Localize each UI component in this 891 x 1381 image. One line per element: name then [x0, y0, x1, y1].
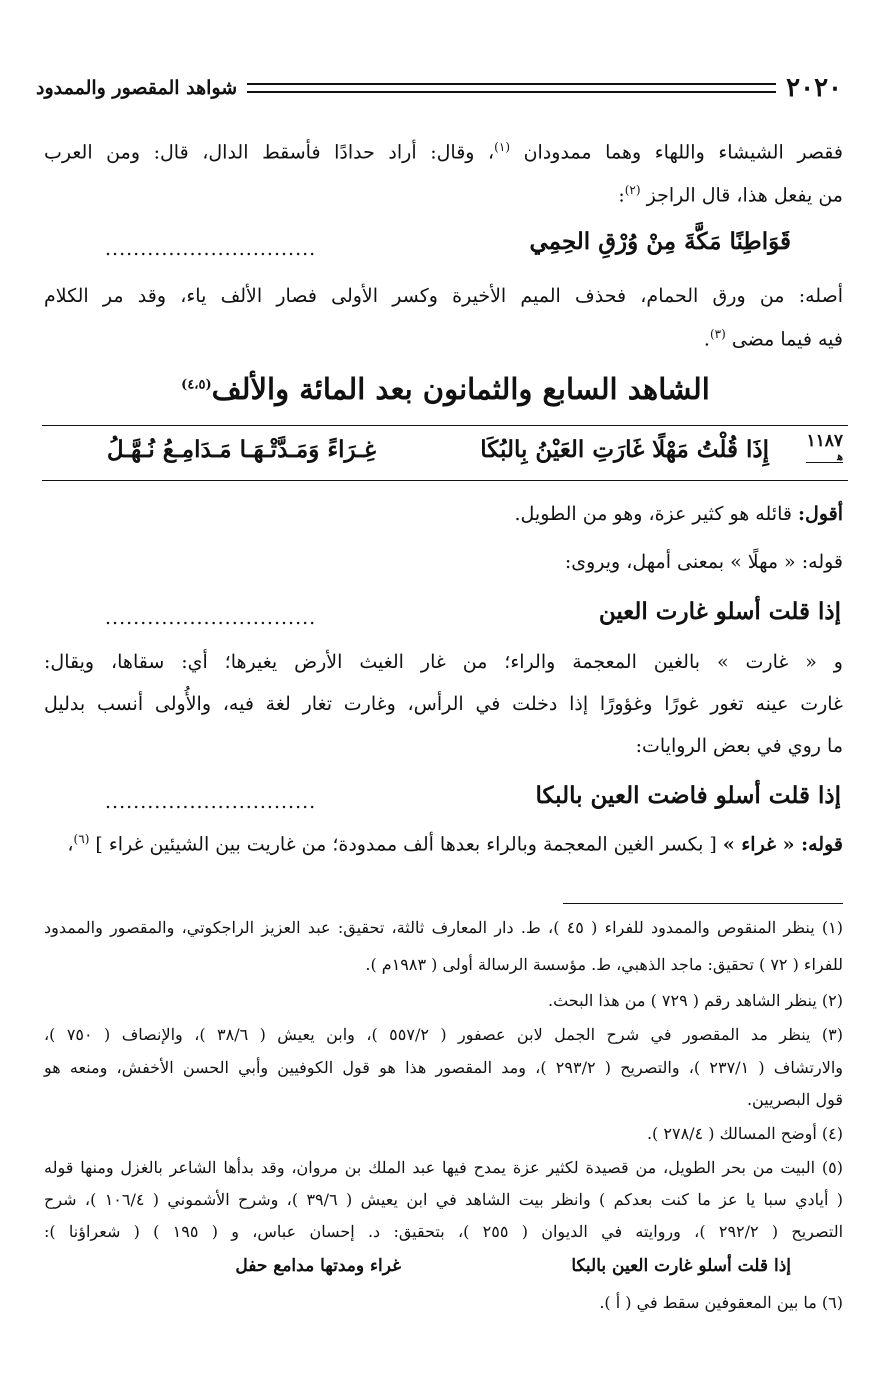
footnote-4: (٤) أوضح المسالك ( ٢٧٨/٤ ).	[646, 1124, 843, 1143]
text: من يفعل هذا، قال الراجز	[646, 184, 843, 207]
footnote-ref-4-5: (٤،٥)	[181, 377, 212, 393]
footnote-ref-2: (٢)	[624, 183, 641, 197]
footnote-5-line-2: ( أيادي سبا يا عز ما كنت بعدكم ) وانظر بيت الشاهد في ابن يعيش ( ٣٩/٦ )، وشرح الأشموني ( ١٠٦/٤ )، شرح	[44, 1190, 844, 1209]
footnote-5-line-1: (٥) البيت من بحر الطويل، من قصيدة لكثير عزة يمدح فيها عبد الملك بن مروان، وقد بدأها الشاعر بالغزل ومنها قوله	[44, 1158, 843, 1177]
paragraph-6	[67, 832, 843, 856]
alt-verse-2-ellipsis: ..............................	[105, 791, 317, 813]
text: فقصر الشيشاء واللهاء وهما ممدودان	[523, 141, 843, 164]
verse-first-hemistich: إِذَا قُلْتُ مَهْلًا غَارَتِ العَيْنُ بِالبُكَا	[480, 436, 769, 463]
paragraph-2-line-1: أصله: من ورق الحمام، فحذف الميم الأخيرة وكسر الأولى فصار الألف ياء، وقد مر الكلام	[44, 285, 843, 307]
footnote-5-line-3: التصريح ( ٢٩٢/٢ )، وروايته في الديوان ( ٢٥٥ )، بتحقيق: د. إحسان عباس، و ( ١٩٥ ) ( شعراؤنا ):	[44, 1222, 844, 1241]
alt-verse-1-ellipsis: ..............................	[105, 607, 317, 629]
footnote-1-line-1: (١) ينظر المنقوص والممدود للفراء ( ٤٥ )، ط. دار المعارف ثالثة، تحقيق: عبد العزيز الراجكوتي، والمقصور والممدود	[44, 918, 843, 937]
text: .	[703, 328, 710, 351]
footnote-2: (٢) ينظر الشاهد رقم ( ٧٢٩ ) من هذا البحث.	[548, 991, 843, 1010]
footnote-1-line-2: للفراء ( ٧٢ ) تحقيق: ماجد الذهبي، ط. مؤسسة الرسالة أولى ( ١٩٨٣م ).	[365, 955, 843, 974]
footnote-5-verse-second: غراء ومدتها مدامع حفل	[235, 1256, 401, 1276]
footnote-ref-3: (٣)	[709, 327, 726, 341]
text: [ بكسر الغين المعجمة وبالراء بعدها ألف ممدودة؛ من غاريت بين الشيئين غراء ]	[95, 833, 717, 856]
paragraph-2-line-2	[704, 327, 843, 351]
alt-verse-1: إذا قلت أسلو غارت العين	[598, 598, 841, 625]
paragraph-5-line-3: ما روي في بعض الروايات:	[635, 735, 843, 757]
paragraph-5-line-1: و « غارت » بالغين المعجمة والراء؛ من غار الغيث الأرض يغيرها؛ أي: سقاها، ويقال:	[44, 651, 843, 673]
verse-bottom-rule	[42, 480, 848, 481]
footnote-3-line-3: قول البصريين.	[746, 1090, 843, 1109]
footnote-ref-6: (٦)	[73, 832, 90, 846]
verse-top-rule	[42, 425, 848, 426]
footnote-3-line-2: والارتشاف ( ٢٣٧/١ )، والتصريح ( ٢٩٣/٢ )، ومد المقصور هذا هو قول الكوفيين وأبي الحسن الأخفش، ومنعه هو	[44, 1058, 844, 1077]
ghiraa-label: قوله: « غراء »	[722, 833, 843, 856]
header-double-rule	[247, 83, 776, 93]
footnote-ref-1: (١)	[494, 140, 510, 154]
alt-verse-2: إذا قلت أسلو فاضت العين بالبكا	[535, 782, 841, 809]
verse-number-text: ١١٨٧	[806, 431, 843, 451]
text: قائله هو كثير عزة، وهو من الطويل.	[514, 503, 792, 525]
footnote-3-line-1: (٣) ينظر مد المقصور في شرح الجمل لابن عصفور ( ٥٥٧/٢ )، وابن يعيش ( ٣٨/٦ )، والإنصاف ( ٧٥٠ )،	[44, 1025, 844, 1044]
text: :	[618, 184, 625, 207]
page-number: ٢٠٢٠	[786, 73, 842, 103]
verse-second-hemistich: غِـرَاءً وَمَـدَّتْـهَـا مَـدَامِـعُ نُـهَّـلُ	[106, 436, 376, 463]
rajaz-verse: قَوَاطِنًا مَكَّةَ مِنْ وُرْقِ الحِمِي	[529, 228, 791, 255]
text: ،	[67, 833, 74, 856]
footnote-5-verse-first: إذا قلت أسلو غارت العين بالبكا	[571, 1256, 791, 1276]
text: فيه فيما مضى	[731, 328, 843, 351]
verse-number	[806, 432, 843, 463]
paragraph-1-line-1	[44, 140, 843, 164]
paragraph-1-line-2	[618, 183, 843, 207]
running-title: شواهد المقصور والممدود	[36, 77, 238, 99]
aqulu-label: أقول:	[798, 503, 843, 525]
paragraph-5-line-2: غارت عينه تغور غورًا وغؤورًا إذا دخلت في الرأس، وغارت تغار لغة فيه، والأُولى أنسب بدليل	[44, 693, 843, 715]
footnote-6: (٦) ما بين المعقوفين سقط في ( أ ).	[599, 1293, 843, 1312]
paragraph-4: قوله: « مهلًا » بمعنى أمهل، ويروى:	[564, 551, 843, 573]
section-title	[0, 372, 891, 406]
verse-ellipsis: ..............................	[105, 238, 317, 260]
paragraph-3	[515, 503, 844, 526]
text: ، وقال: أراد حدادًا فأسقط الدال، قال: ومن العرب	[44, 141, 495, 164]
running-header	[36, 70, 842, 106]
verse-number-sub: ﻫ	[837, 449, 843, 463]
title-text: الشاهد السابع والثمانون بعد المائة والألف	[211, 372, 710, 406]
footnote-separator	[563, 903, 843, 904]
